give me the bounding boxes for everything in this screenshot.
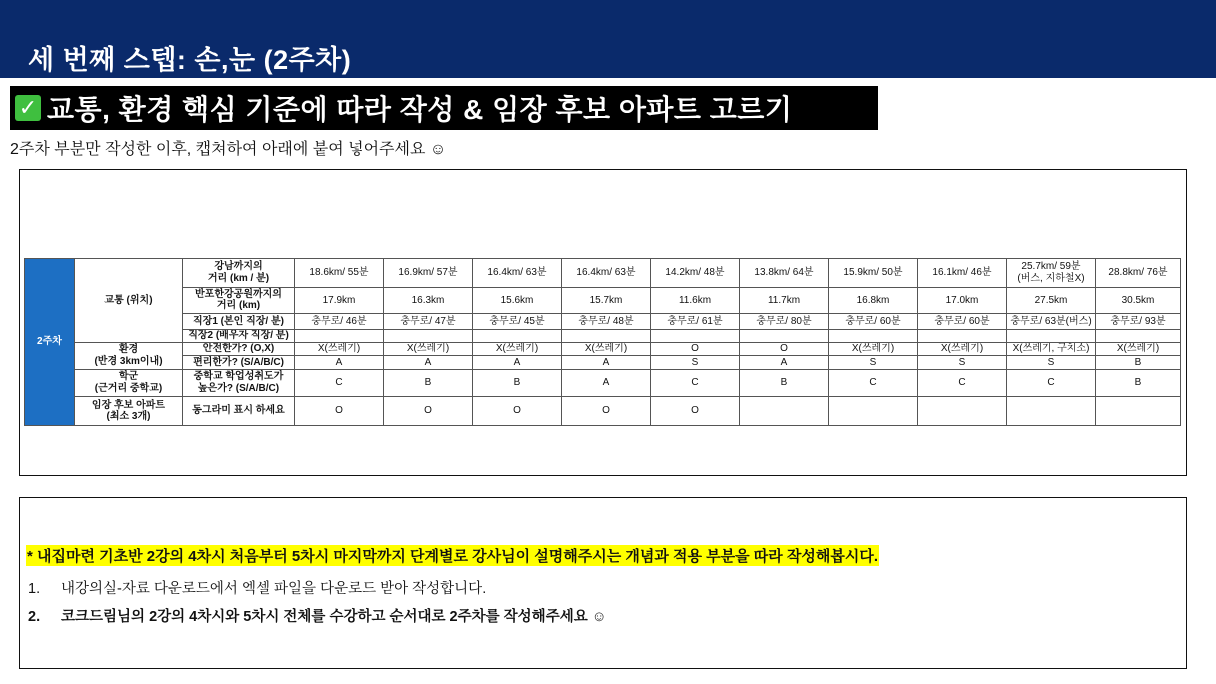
note-item-1 <box>28 577 486 598</box>
highlight-note: * 내집마련 기초반 2강의 4차시 처음부터 5차시 마지막까지 단계별로 강사님이 설명해주시는 개념과 적용 부분을 따라 작성해봅시다. <box>26 545 879 566</box>
table-cell[interactable]: 28.8km/ 76분 <box>1096 259 1181 288</box>
page-title: 세 번째 스텝: 손,눈 (2주차) <box>28 45 352 75</box>
table-cell[interactable]: O <box>562 397 651 426</box>
table-cell[interactable]: O <box>651 342 740 355</box>
table-row <box>25 342 1181 355</box>
table-cell[interactable]: O <box>740 342 829 355</box>
criterion-convenience: 편리한가? (S/A/B/C) <box>183 356 295 369</box>
note-number: 1. <box>28 581 41 597</box>
table-cell[interactable] <box>473 329 562 342</box>
table-cell[interactable] <box>918 397 1007 426</box>
criterion-job1: 직장1 (본인 직장/ 분) <box>183 314 295 329</box>
table-cell[interactable]: 충무로/ 45분 <box>473 314 562 329</box>
table-cell[interactable]: 11.6km <box>651 287 740 314</box>
table-cell[interactable]: 충무로/ 63분(버스) <box>1007 314 1096 329</box>
note-text: 내강의실-자료 다운로드에서 엑셀 파일을 다운로드 받아 작성합니다. <box>61 581 487 597</box>
table-cell[interactable]: X(쓰레기) <box>384 342 473 355</box>
table-cell[interactable]: 15.9km/ 50분 <box>829 259 918 288</box>
table-row <box>25 397 1181 426</box>
table-cell[interactable] <box>651 329 740 342</box>
table-cell[interactable]: O <box>384 397 473 426</box>
criterion-banpo: 반포한강공원까지의 거리 (km) <box>183 287 295 314</box>
subtitle-banner <box>10 86 878 130</box>
week-label: 2주차 <box>25 259 75 426</box>
table-cell[interactable] <box>829 397 918 426</box>
table-cell[interactable]: 충무로/ 60분 <box>829 314 918 329</box>
group-environment: 환경 (반경 3km이내) <box>75 342 183 369</box>
table-cell[interactable]: 17.9km <box>295 287 384 314</box>
table-cell[interactable]: S <box>1007 356 1096 369</box>
table-cell[interactable]: S <box>829 356 918 369</box>
table-cell[interactable]: X(쓰레기) <box>562 342 651 355</box>
table-cell[interactable]: 충무로/ 61분 <box>651 314 740 329</box>
table-cell[interactable] <box>384 329 473 342</box>
table-row <box>25 356 1181 369</box>
table-cell[interactable]: A <box>295 356 384 369</box>
table-cell[interactable]: 27.5km <box>1007 287 1096 314</box>
table-cell[interactable]: 11.7km <box>740 287 829 314</box>
table-cell[interactable] <box>1096 397 1181 426</box>
table-row <box>25 287 1181 314</box>
table-container <box>24 258 1180 426</box>
table-cell[interactable] <box>740 329 829 342</box>
table-cell[interactable]: C <box>918 369 1007 397</box>
group-traffic: 교통 (위치) <box>75 259 183 343</box>
table-cell[interactable] <box>1007 329 1096 342</box>
table-row <box>25 369 1181 397</box>
table-cell[interactable]: 16.1km/ 46분 <box>918 259 1007 288</box>
table-cell[interactable]: O <box>473 397 562 426</box>
table-cell[interactable]: 15.7km <box>562 287 651 314</box>
criterion-job2: 직장2 (배우자 직장/ 분) <box>183 329 295 342</box>
instruction-text: 2주차 부분만 작성한 이후, 캡쳐하여 아래에 붙여 넣어주세요 ☺ <box>10 141 447 158</box>
table-cell[interactable]: B <box>384 369 473 397</box>
table-cell[interactable]: A <box>384 356 473 369</box>
table-cell[interactable]: 충무로/ 60분 <box>918 314 1007 329</box>
table-cell[interactable]: B <box>740 369 829 397</box>
table-cell[interactable]: B <box>473 369 562 397</box>
table-cell[interactable]: 14.2km/ 48분 <box>651 259 740 288</box>
criterion-candidate: 동그라미 표시 하세요 <box>183 397 295 426</box>
table-cell[interactable]: X(쓰레기) <box>473 342 562 355</box>
table-cell[interactable]: X(쓰레기) <box>918 342 1007 355</box>
table-cell[interactable] <box>829 329 918 342</box>
checkmark-box-icon: ✓ <box>15 95 41 121</box>
table-cell[interactable]: A <box>562 369 651 397</box>
criterion-gangnam: 강남까지의 거리 (km / 분) <box>183 259 295 288</box>
apartment-criteria-table <box>24 258 1181 426</box>
table-cell[interactable]: X(쓰레기) <box>829 342 918 355</box>
table-cell[interactable]: C <box>651 369 740 397</box>
table-cell[interactable] <box>1096 329 1181 342</box>
table-cell[interactable]: X(쓰레기) <box>295 342 384 355</box>
table-cell[interactable] <box>1007 397 1096 426</box>
table-cell[interactable] <box>740 397 829 426</box>
table-cell[interactable]: 충무로/ 80분 <box>740 314 829 329</box>
table-cell[interactable] <box>918 329 1007 342</box>
table-cell[interactable]: A <box>562 356 651 369</box>
table-row <box>25 314 1181 329</box>
table-cell[interactable]: C <box>829 369 918 397</box>
table-cell[interactable]: 충무로/ 48분 <box>562 314 651 329</box>
table-cell[interactable]: X(쓰레기, 구치소) <box>1007 342 1096 355</box>
table-cell[interactable]: C <box>295 369 384 397</box>
table-cell[interactable]: 15.6km <box>473 287 562 314</box>
table-cell[interactable]: O <box>651 397 740 426</box>
table-cell[interactable]: O <box>295 397 384 426</box>
table-cell[interactable]: 충무로/ 46분 <box>295 314 384 329</box>
table-cell[interactable]: X(쓰레기) <box>1096 342 1181 355</box>
criterion-safety: 안전한가? (O,X) <box>183 342 295 355</box>
table-cell[interactable]: B <box>1096 369 1181 397</box>
note-item-2 <box>28 605 607 626</box>
table-cell[interactable]: 16.3km <box>384 287 473 314</box>
table-cell[interactable]: B <box>1096 356 1181 369</box>
table-cell[interactable]: 16.4km/ 63분 <box>473 259 562 288</box>
criterion-school: 중학교 학업성취도가 높은가? (S/A/B/C) <box>183 369 295 397</box>
group-school: 학군 (근거리 중학교) <box>75 369 183 397</box>
subtitle-text: 교통, 환경 핵심 기준에 따라 작성 & 임장 후보 아파트 고르기 <box>47 94 793 125</box>
table-cell[interactable]: 충무로/ 47분 <box>384 314 473 329</box>
table-cell[interactable]: 16.8km <box>829 287 918 314</box>
table-cell[interactable]: 충무로/ 93분 <box>1096 314 1181 329</box>
note-number: 2. <box>28 609 41 625</box>
group-candidate: 임장 후보 아파트 (최소 3개) <box>75 397 183 426</box>
table-cell[interactable] <box>295 329 384 342</box>
note-text: 코크드림님의 2강의 4차시와 5차시 전체를 수강하고 순서대로 2주차를 작성해주세요 ☺ <box>61 609 607 625</box>
table-cell[interactable]: 18.6km/ 55분 <box>295 259 384 288</box>
table-cell[interactable]: 13.8km/ 64분 <box>740 259 829 288</box>
table-cell[interactable]: S <box>918 356 1007 369</box>
table-cell[interactable]: 30.5km <box>1096 287 1181 314</box>
table-cell[interactable]: A <box>740 356 829 369</box>
table-cell[interactable]: 16.4km/ 63분 <box>562 259 651 288</box>
table-cell[interactable] <box>562 329 651 342</box>
table-cell[interactable]: C <box>1007 369 1096 397</box>
table-row <box>25 329 1181 342</box>
table-cell[interactable]: 16.9km/ 57분 <box>384 259 473 288</box>
table-cell[interactable]: 25.7km/ 59분 (버스, 지하철X) <box>1007 259 1096 288</box>
table-row <box>25 259 1181 288</box>
table-cell[interactable]: 17.0km <box>918 287 1007 314</box>
table-cell[interactable]: A <box>473 356 562 369</box>
table-cell[interactable]: S <box>651 356 740 369</box>
